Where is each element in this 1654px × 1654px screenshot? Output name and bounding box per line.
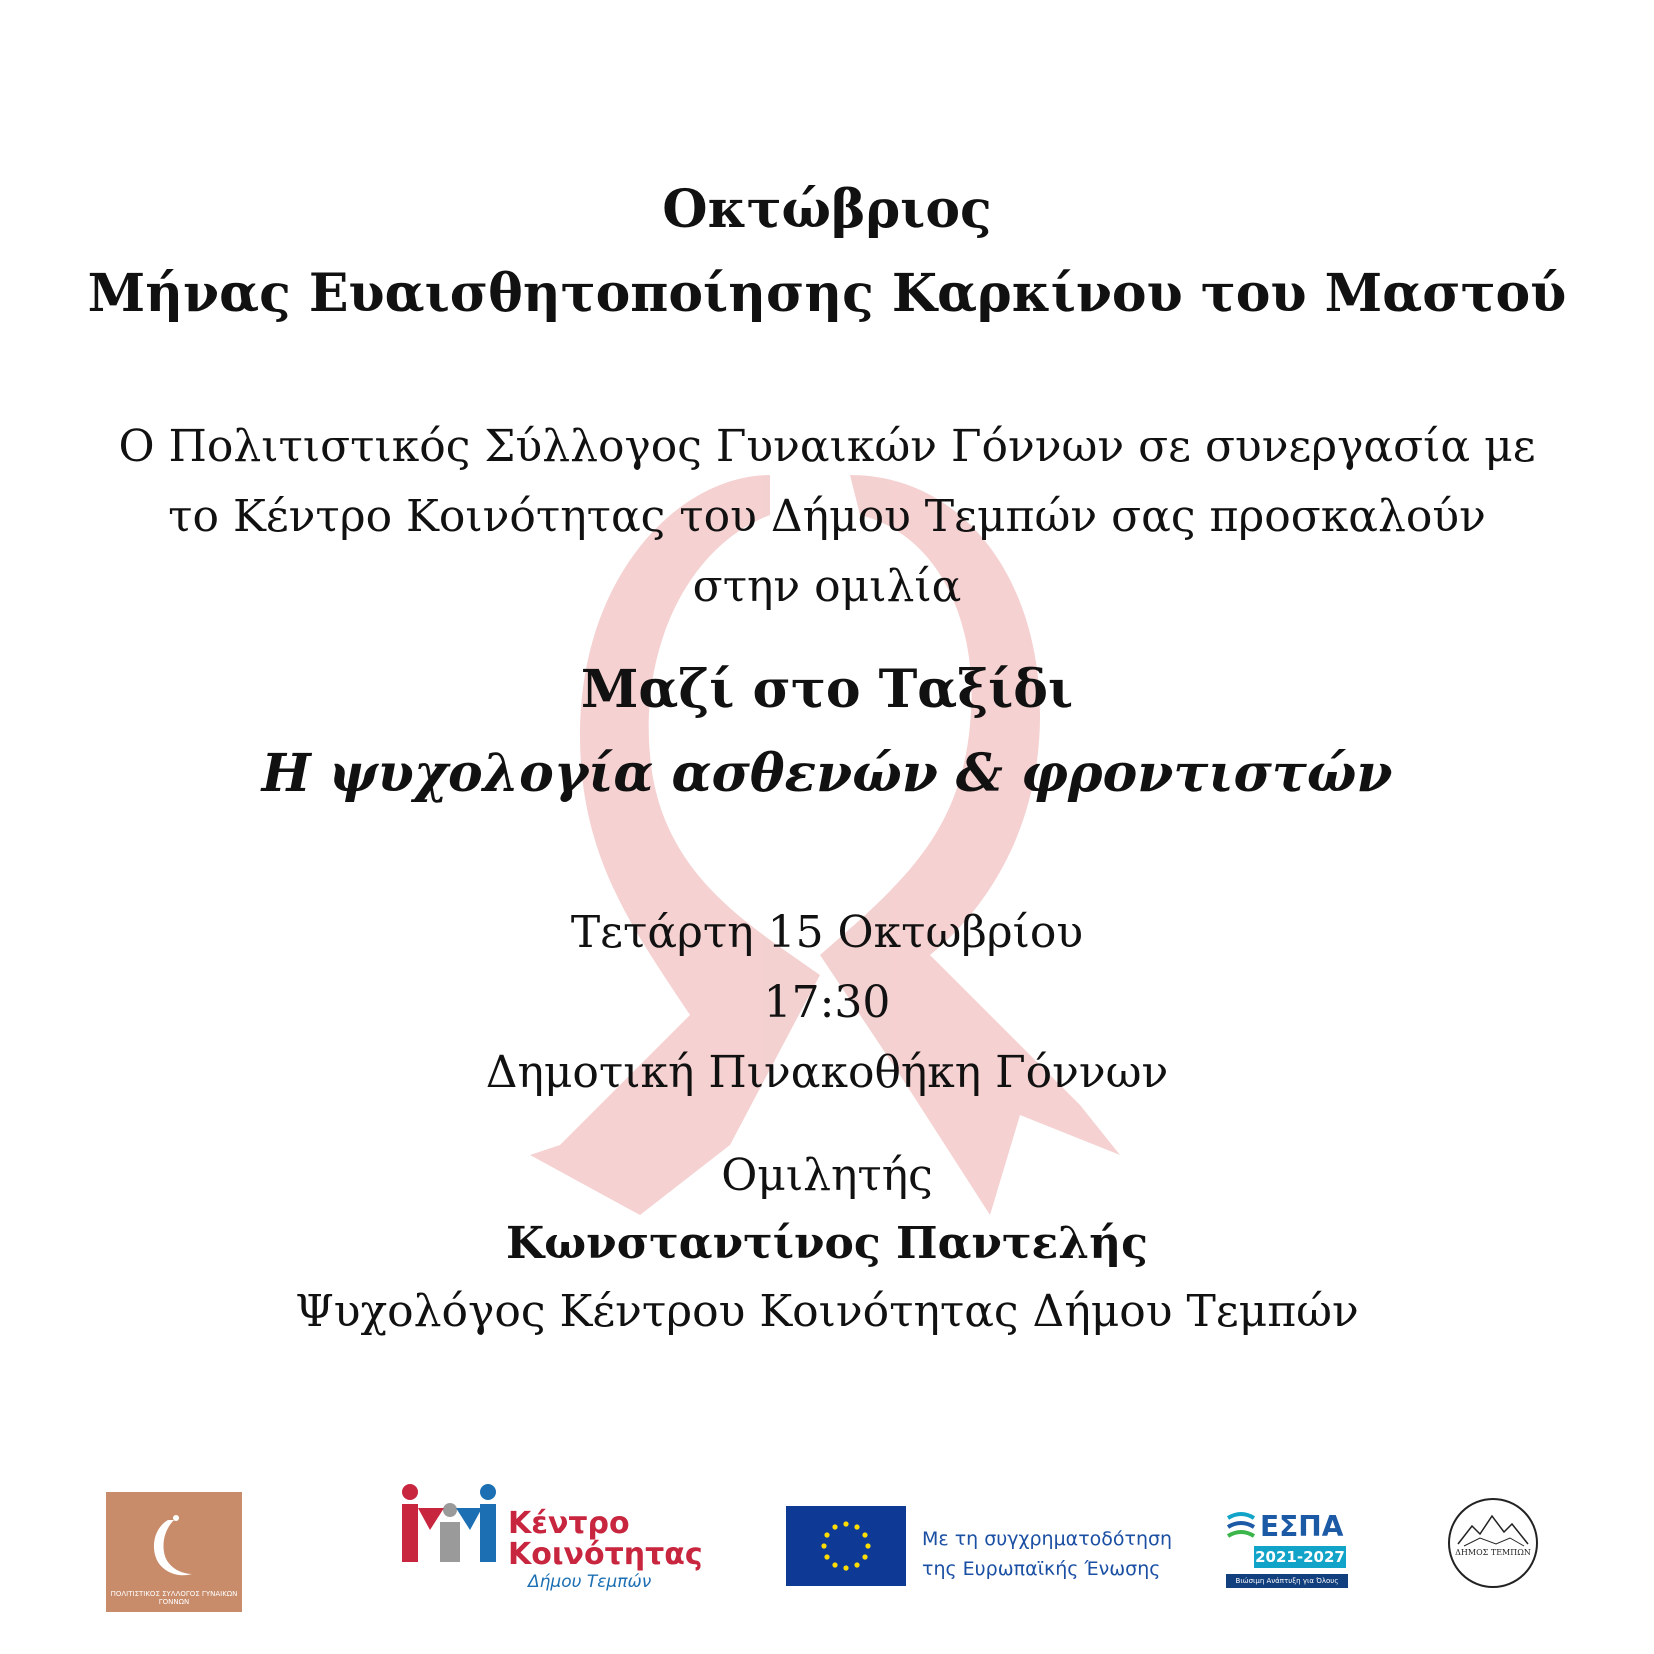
intro-line-1: Ο Πολιτιστικός Σύλλογος Γυναικών Γόννων σε συνεργασία με [118,421,1536,472]
community-center-name [508,1508,703,1570]
event-time: 17:30 [763,977,891,1028]
espa-waves-icon [1226,1510,1256,1544]
woman-profile-icon [106,1492,242,1592]
event-venue: Δημοτική Πινακοθήκη Γόννων [485,1047,1169,1098]
sponsor-logos [0,1480,1654,1610]
speaker-label: Ομιλητής [721,1150,933,1201]
event-details [0,898,1654,1108]
eu-flag-icon [786,1506,906,1586]
eu-line-2: της Ευρωπαϊκής Ένωσης [922,1558,1161,1580]
women-association-caption: ΠΟΛΙΤΙΣΤΙΚΟΣ ΣΥΛΛΟΓΟΣ ΓΥΝΑΙΚΩΝ ΓΟΝΝΩΝ [110,1590,238,1606]
community-center-sub: Δήμου Τεμπών [528,1572,652,1592]
title-month: Οκτώβριος [662,179,992,240]
espa-word: ΕΣΠΑ [1260,1510,1344,1543]
speaker-role: Ψυχολόγος Κέντρου Κοινότητας Δήμου Τεμπών [295,1286,1359,1337]
community-center-logo [400,1480,703,1600]
municipality-seal [1448,1498,1538,1588]
event-date: Τετάρτη 15 Οκτωβρίου [570,907,1084,958]
title-awareness: Μήνας Ευαισθητοποίησης Καρκίνου του Μαστού [87,263,1567,324]
intro-line-2: το Κέντρο Κοινότητας του Δήμου Τεμπών σας προσκαλούν [168,491,1486,542]
mountains-seal-icon [1450,1504,1536,1550]
community-center-line-1: Κέντρο [508,1506,630,1541]
espa-years: 2021-2027 [1255,1548,1345,1566]
talk-title: Μαζί στο Ταξίδι [580,659,1074,720]
people-figures-icon [400,1480,500,1570]
talk-heading [0,648,1654,816]
speaker-info [0,1142,1654,1346]
speaker-name: Κωνσταντίνος Παντελής [506,1218,1148,1269]
espa-tagline: Βιώσιμη Ανάπτυξη για Όλους [1226,1574,1348,1588]
intro-line-3: στην ομιλία [692,561,962,612]
page-title [0,168,1654,336]
eu-line-1: Με τη συγχρηματοδότηση [922,1528,1173,1550]
espa-logo [1226,1510,1348,1590]
women-association-logo [106,1492,242,1612]
municipality-name: ΔΗΜΟΣ ΤΕΜΠΩΝ [1455,1548,1531,1557]
community-center-line-2: Κοινότητας [508,1537,703,1572]
eu-cofunding-text [922,1524,1172,1584]
talk-subtitle: Η ψυχολογία ασθενών & φροντιστών [261,743,1393,804]
invitation-text [0,412,1654,622]
